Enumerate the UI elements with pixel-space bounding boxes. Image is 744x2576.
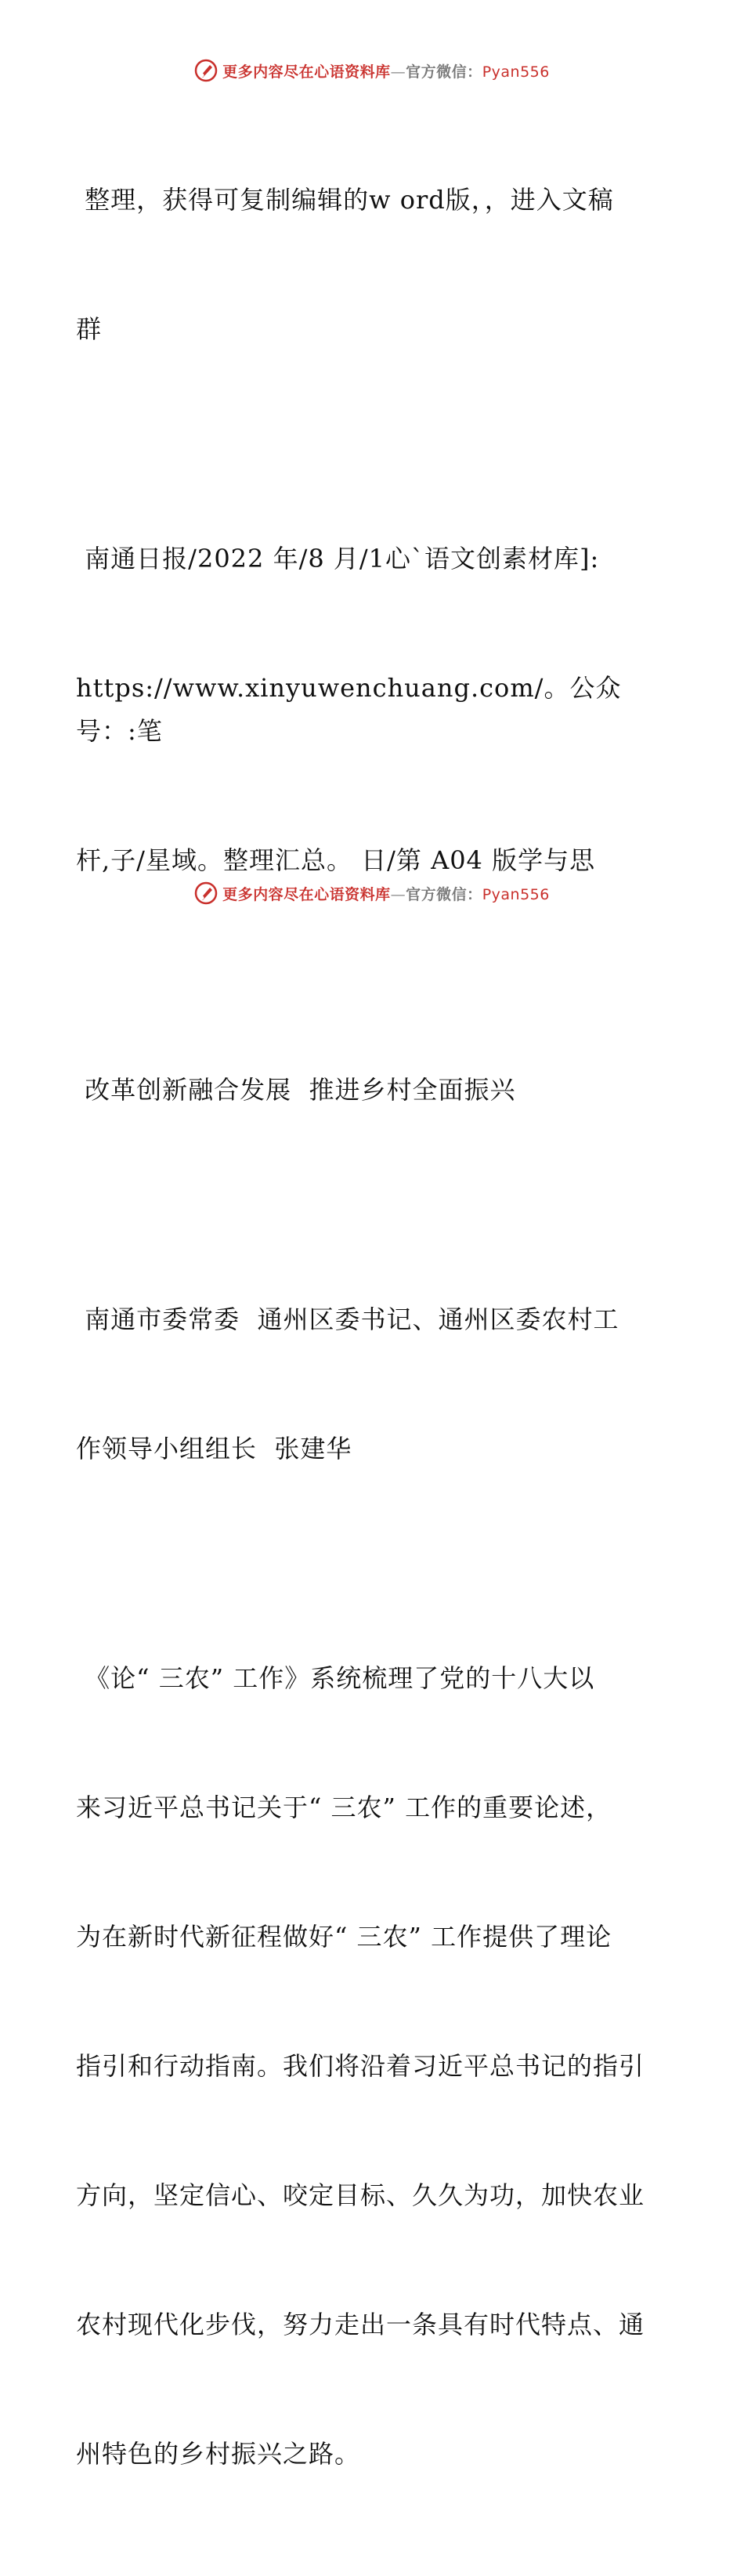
text-line: 州特色的乡村振兴之路。 (76, 2439, 361, 2469)
text-line: 指引和行动指南。我们将沿着习近平总书记的指引 (76, 2051, 645, 2081)
watermark-text (222, 60, 550, 81)
document-body (76, 92, 671, 2576)
article-title: 改革创新融合发展 推进乡村全面振兴 (76, 1075, 516, 1105)
paragraph-author (76, 1212, 671, 1557)
text-line: 为在新时代新征程做好“ 三农” 工作提供了理论 (76, 1922, 612, 1952)
header-watermark (0, 56, 744, 85)
pen-logo-icon (194, 59, 218, 82)
watermark-official: 官方微信： (406, 63, 482, 81)
footer-watermark (0, 879, 744, 907)
text-line: 方向，坚定信心、咬定目标、久久为功，加快农业 (76, 2180, 645, 2210)
text-line: 群 (76, 314, 103, 344)
paragraph-intro (76, 92, 671, 437)
watermark-brand: 更多内容尽在心语资料库 (222, 63, 391, 81)
watermark-id: Pyan556 (482, 63, 550, 81)
watermark-brand: 更多内容尽在心语资料库 (222, 885, 391, 903)
text-line: https://www.xinyuwenchuang.com/。公众号：:笔 (76, 673, 622, 746)
text-line: 农村现代化步伐，努力走出一条具有时代特点、通 (76, 2310, 645, 2339)
watermark-official: 官方微信： (406, 885, 482, 903)
watermark-id: Pyan556 (482, 885, 550, 903)
text-line: 来习近平总书记关于“ 三农” 工作的重要论述， (76, 1793, 612, 1822)
pen-logo-icon (194, 881, 218, 905)
watermark-separator: — (390, 63, 406, 81)
text-line: 杆,子/星域。整理汇总。 日/第 A04 版学与思 (76, 845, 596, 875)
paragraph-body (76, 1571, 671, 2562)
watermark-text (222, 883, 550, 904)
text-line: 整理，获得可复制编辑的w ord版，，进入文稿 (76, 185, 614, 215)
watermark-separator: — (390, 885, 406, 903)
text-line: 《论“ 三农” 工作》系统梳理了党的十八大以 (76, 1663, 595, 1693)
text-line: 南通市委常委 通州区委书记、通州区委农村工 (76, 1304, 619, 1334)
text-line: 作领导小组组长 张建华 (76, 1434, 352, 1463)
paragraph-title (76, 982, 671, 1198)
text-line: 南通日报/2022 年/8 月/1心`语文创素材库]: (76, 544, 600, 573)
